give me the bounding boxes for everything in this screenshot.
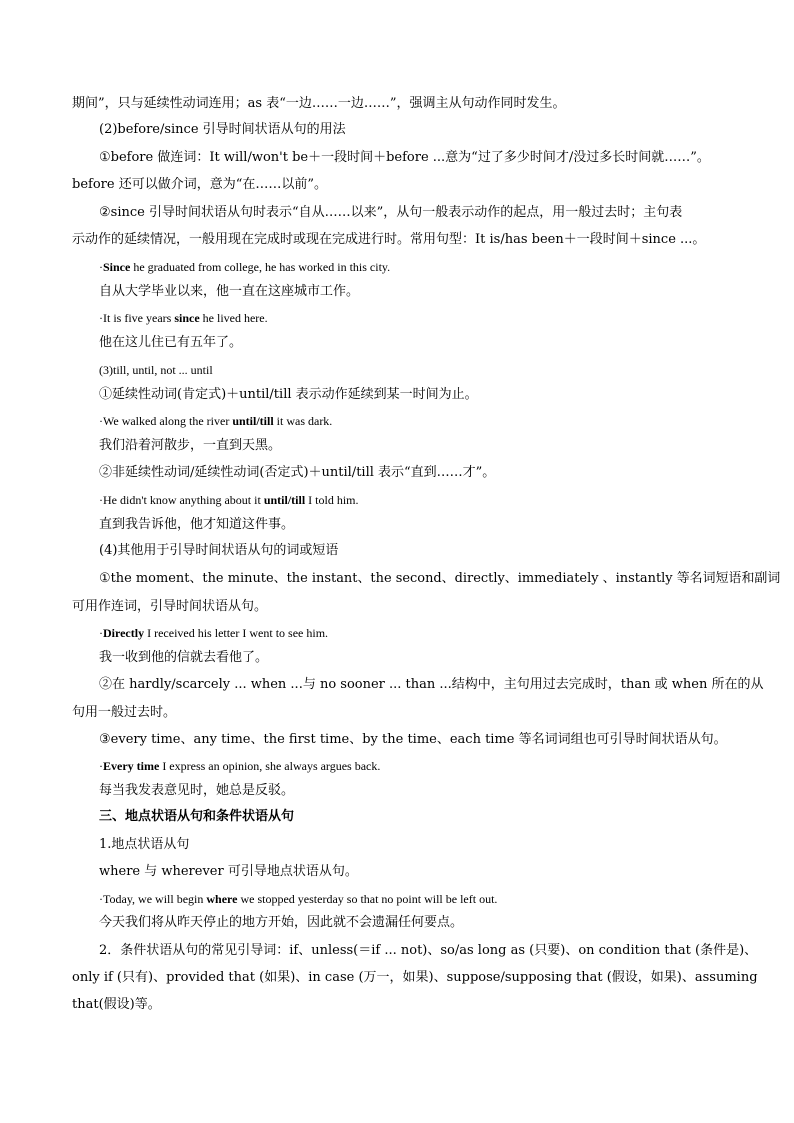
example-sentence: ·Every time I express an opinion, she always argues back. <box>99 759 381 773</box>
subheading-before-since: (2)before/since 引导时间状语从句的用法 <box>99 122 346 137</box>
example-translation: 每当我发表意见时，她总是反驳。 <box>99 783 295 798</box>
example-translation: 直到我告诉他，他才知道这件事。 <box>99 517 295 532</box>
text-line: only if (只有)、provided that (如果)、in case (万一，如果)、suppose/supposing that (假设，如果)、assuming <box>72 970 758 985</box>
text-line: 2．条件状语从句的常见引导词：if、unless(＝if ... not)、so/as long as (只要)、on condition that (条件是)、 <box>99 943 758 958</box>
text-line: 示动作的延续情况，一般用现在完成时或现在完成进行时。常用句型：It is/has been＋一段时间＋since ...。 <box>72 232 706 247</box>
example-translation: 今天我们将从昨天停止的地方开始，因此就不会遗漏任何要点。 <box>99 915 464 930</box>
text-line: ②since 引导时间状语从句时表示“自从……以来”，从句一般表示动作的起点，用一般过去时；主句表 <box>99 205 683 220</box>
example-sentence: ·It is five years since he lived here. <box>99 311 268 325</box>
text-line: 句用一般过去时。 <box>72 705 177 720</box>
text-line: ①before 做连词：It will/won't be＋一段时间＋before ...意为“过了多少时间才/没过多长时间就……”。 <box>99 150 710 165</box>
subheading-other-conjunctions: (4)其他用于引导时间状语从句的词或短语 <box>99 543 339 558</box>
text-line: where 与 wherever 可引导地点状语从句。 <box>99 864 358 879</box>
example-sentence: ·Today, we will begin where we stopped yesterday so that no point will be left out. <box>99 892 498 906</box>
example-sentence: ·We walked along the river until/till it was dark. <box>99 414 333 428</box>
example-translation: 他在这儿住已有五年了。 <box>99 335 243 350</box>
section-heading: 三、地点状语从句和条件状语从句 <box>99 809 295 824</box>
example-translation: 自从大学毕业以来，他一直在这座城市工作。 <box>99 284 360 299</box>
text-line: ①the moment、the minute、the instant、the second、directly、immediately 、instantly 等名词短语和副词 <box>99 571 781 586</box>
text-line: 期间”，只与延续性动词连用；as 表“一边……一边……”，强调主从句动作同时发生。 <box>72 96 566 111</box>
example-translation: 我一收到他的信就去看他了。 <box>99 650 269 665</box>
subheading-till-until: (3)till, until, not ... until <box>99 363 213 377</box>
text-line: ②非延续性动词/延续性动词(否定式)＋until/till 表示“直到……才”。 <box>99 465 496 480</box>
text-line: before 还可以做介词，意为“在……以前”。 <box>72 177 327 192</box>
example-translation: 我们沿着河散步，一直到天黑。 <box>99 438 282 453</box>
example-sentence: ·Since he graduated from college, he has worked in this city. <box>99 260 391 274</box>
text-line: ②在 hardly/scarcely ... when ...与 no sooner ... than ...结构中，主句用过去完成时，than 或 when 所在的从 <box>99 677 764 692</box>
subheading-place-clauses: 1.地点状语从句 <box>99 837 190 852</box>
example-sentence: ·He didn't know anything about it until/till I told him. <box>99 493 359 507</box>
text-line: ③every time、any time、the first time、by the time、each time 等名词词组也可引导时间状语从句。 <box>99 732 727 747</box>
text-line: ①延续性动词(肯定式)＋until/till 表示动作延续到某一时间为止。 <box>99 387 478 402</box>
example-sentence: ·Directly I received his letter I went to see him. <box>99 626 329 640</box>
text-line: that(假设)等。 <box>72 997 161 1012</box>
text-line: 可用作连词，引导时间状语从句。 <box>72 599 268 614</box>
